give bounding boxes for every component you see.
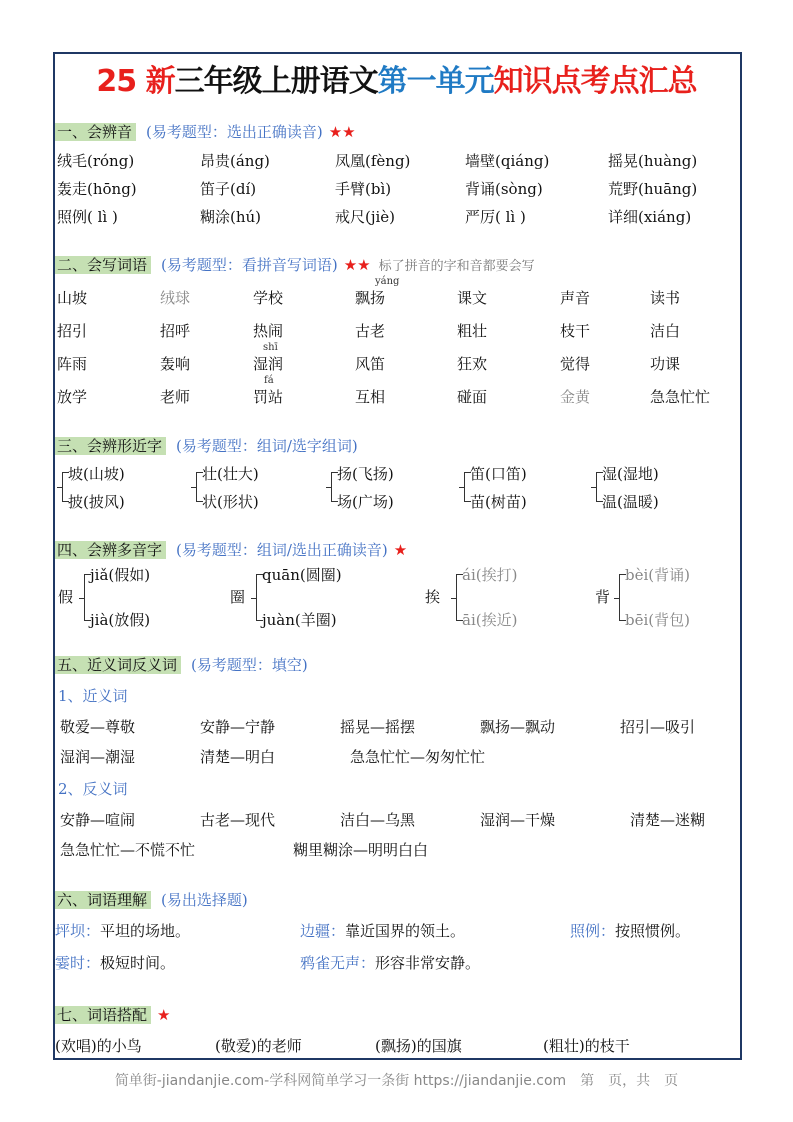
importance-stars: ★★ [328,123,356,141]
pinyin-word: 手臂(bì) [335,180,392,198]
similar-char: 场(广场) [337,493,394,511]
word-definition: 霎时：极短时间。 [55,954,176,972]
synonym-pair: 飘扬—飘动 [480,718,556,736]
vocab-word: 招呼 [160,322,191,340]
pinyin-annotation: fá [264,375,274,386]
vocab-word: 绒球 [160,289,191,307]
pinyin-word: 轰走(hōng) [57,180,137,198]
pinyin-word: 严厉( lì ) [465,208,526,226]
synonym-pair: 急急忙忙—匆匆忙忙 [350,748,486,766]
bracket [464,472,471,502]
definition: 按照惯例。 [615,922,691,940]
similar-char: 湿(湿地) [602,465,659,483]
bracket [196,472,203,502]
collocation: (欢唱)的小鸟 [55,1037,142,1055]
section-title: 四、会辨多音字 [55,541,166,559]
bracket [62,472,69,502]
importance-stars: ★ [393,541,408,559]
pinyin-annotation: shī [263,342,278,353]
pinyin-word: 荒野(huāng) [608,180,698,198]
vocab-word: 狂欢 [457,355,488,373]
antonym-pair: 急急忙忙—不慌不忙 [60,841,196,859]
polyphone-reading: āi(挨近) [462,611,518,629]
pinyin-word: 摇晃(huàng) [608,152,698,170]
question-type-hint: (易考题型：填空) [191,656,308,674]
synonym-pair: 清楚—明白 [200,748,276,766]
pinyin-word: 昂贵(áng) [200,152,270,170]
definition: 靠近国界的领土。 [345,922,466,940]
synonym-pair: 招引—吸引 [620,718,696,736]
term: 照例 [570,922,601,940]
pinyin-word: 笛子(dí) [200,180,257,198]
similar-char: 状(形状) [202,493,259,511]
title-part: 第一单元 [377,64,494,99]
vocab-word: 放学 [57,388,88,406]
vocab-word: 风笛 [355,355,386,373]
word-definition: 坪坝：平坦的场地。 [55,922,191,940]
word-definition: 照例：按照惯例。 [570,922,691,940]
vocab-word: 读书 [650,289,681,307]
similar-char: 扬(飞扬) [337,465,394,483]
vocab-word: 枝干 [560,322,591,340]
antonym-pair: 洁白—乌黑 [340,811,416,829]
pinyin-word: 绒毛(róng) [57,152,135,170]
polyphone-reading: bèi(背诵) [625,566,690,584]
polyphone-char: 圈 [230,588,246,606]
term: 坪坝 [55,922,86,940]
polyphone-reading: jià(放假) [90,611,151,629]
pinyin-word: 墙壁(qiáng) [465,152,550,170]
definition: 平坦的场地。 [100,922,191,940]
polyphone-reading: juàn(羊圈) [262,611,337,629]
collocation: (飘扬)的国旗 [375,1037,462,1055]
section-heading [55,120,356,144]
section-title: 二、会写词语 [55,256,151,274]
title-part: 三年级上册语文 [174,64,378,99]
section-title: 三、会辨形近字 [55,437,166,455]
vocab-word: 老师 [160,388,191,406]
vocab-word: 粗壮 [457,322,488,340]
synonym-pair: 敬爱—尊敬 [60,718,136,736]
pinyin-word: 戒尺(jiè) [335,208,396,226]
title-part: 知识点考点汇总 [493,64,697,99]
vocab-word: 互相 [355,388,386,406]
similar-char: 披(披风) [68,493,125,511]
synonym-pair: 安静—宁静 [200,718,276,736]
question-type-hint: (易考题型：组词/选字组词) [176,437,358,455]
subheading: 2、反义词 [58,780,128,798]
polyphone-reading: jiǎ(假如) [90,566,151,584]
synonym-pair: 湿润—潮湿 [60,748,136,766]
collocation: (粗壮)的枝干 [543,1037,630,1055]
page-title [55,56,738,100]
question-type-hint: (易考题型：组词/选出正确读音) [176,541,388,559]
antonym-pair: 安静—喧闹 [60,811,136,829]
section-heading [55,888,248,912]
vocab-word: 罚站 [253,388,284,406]
similar-char: 笛(口笛) [470,465,527,483]
synonym-pair: 摇晃—摇摆 [340,718,416,736]
polyphone-char: 背 [595,588,611,606]
collocation: (敬爱)的老师 [215,1037,302,1055]
vocab-word: 轰响 [160,355,191,373]
section-heading [55,253,535,277]
vocab-word: 飘扬 [355,289,386,307]
section-heading [55,538,407,562]
bracket [596,472,603,502]
pinyin-annotation: yáng [375,276,400,287]
antonym-pair: 湿润—干燥 [480,811,556,829]
vocab-word: 金黄 [560,388,591,406]
word-definition: 边疆：靠近国界的领土。 [300,922,466,940]
bracket [256,574,263,621]
section-note: 标了拼音的字和音都要会写 [378,259,535,274]
polyphone-char: 假 [58,588,74,606]
pinyin-word: 糊涂(hú) [200,208,262,226]
section-title: 七、词语搭配 [55,1006,151,1024]
vocab-word: 湿润 [253,355,284,373]
question-type-hint: (易出选择题) [161,891,248,909]
vocab-word: 热闹 [253,322,284,340]
subheading: 1、近义词 [58,687,128,705]
vocab-word: 碰面 [457,388,488,406]
section-heading [55,434,358,458]
polyphone-reading: ái(挨打) [462,566,518,584]
antonym-pair: 清楚—迷糊 [630,811,706,829]
footer-watermark: 简单街-jiandanjie.com-学科网简单学习一条街 https://jiandanjie.com 第 页，共 页 [114,1073,679,1089]
antonym-pair: 糊里糊涂—明明白白 [293,841,429,859]
similar-char: 苗(树苗) [470,493,527,511]
vocab-word: 阵雨 [57,355,88,373]
pinyin-word: 凤凰(fèng) [335,152,411,170]
section-title: 五、近义词反义词 [55,656,181,674]
vocab-word: 学校 [253,289,284,307]
term: 霎时 [55,954,86,972]
similar-char: 坡(山坡) [68,465,125,483]
bracket [456,574,463,621]
definition: 形容非常安静。 [375,954,481,972]
polyphone-char: 挨 [425,588,441,606]
importance-stars: ★★ [343,256,371,274]
polyphone-reading: bēi(背包) [625,611,690,629]
vocab-word: 山坡 [57,289,88,307]
section-heading [55,653,308,677]
title-part: 25 新 [96,64,175,99]
question-type-hint: (易考题型：看拼音写词语) [161,256,338,274]
pinyin-word: 背诵(sòng) [465,180,543,198]
vocab-word: 觉得 [560,355,591,373]
pinyin-word: 详细(xiáng) [608,208,692,226]
importance-stars: ★ [157,1006,171,1024]
section-title: 一、会辨音 [55,123,136,141]
antonym-pair: 古老—现代 [200,811,276,829]
pinyin-word: 照例( lì ) [57,208,118,226]
bracket [331,472,338,502]
question-type-hint: (易考题型：选出正确读音) [146,123,323,141]
term: 鸦雀无声 [300,954,361,972]
polyphone-reading: quān(圆圈) [262,566,342,584]
definition: 极短时间。 [100,954,176,972]
vocab-word: 招引 [57,322,88,340]
vocab-word: 功课 [650,355,681,373]
vocab-word: 古老 [355,322,386,340]
similar-char: 温(温暖) [602,493,659,511]
term: 边疆 [300,922,331,940]
word-definition: 鸦雀无声：形容非常安静。 [300,954,481,972]
bracket [619,574,626,621]
vocab-word: 洁白 [650,322,681,340]
vocab-word: 声音 [560,289,591,307]
similar-char: 壮(壮大) [202,465,259,483]
vocab-word: 课文 [457,289,488,307]
vocab-word: 急急忙忙 [650,388,711,406]
section-heading [55,1003,170,1027]
bracket [84,574,91,621]
section-title: 六、词语理解 [55,891,151,909]
